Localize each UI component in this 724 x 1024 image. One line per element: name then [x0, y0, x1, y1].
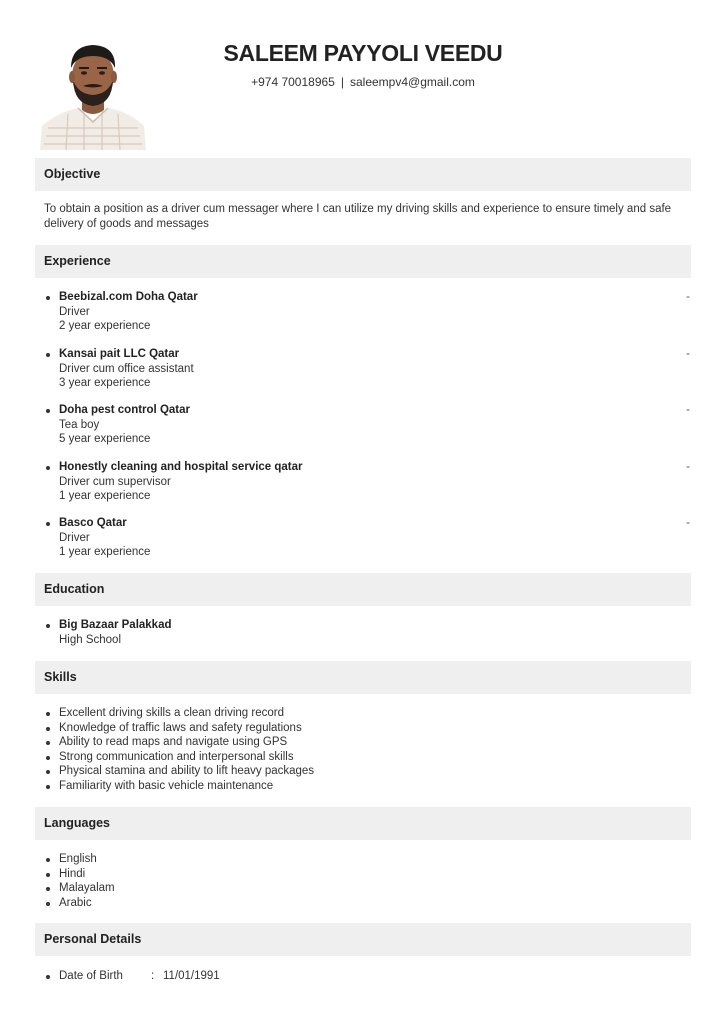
objective-text: To obtain a position as a driver cum messager where I can utilize my driving skills and experience to ensure timely and safe delivery of goods and messages: [44, 203, 672, 230]
language-item: English: [44, 852, 115, 867]
skill-item: Ability to read maps and navigate using GPS: [44, 735, 314, 750]
personal-detail-row: [44, 969, 220, 984]
experience-role: Driver: [59, 531, 90, 544]
phone-number[interactable]: +974 70018965: [251, 75, 335, 89]
section-heading-objective: Objective: [35, 158, 691, 191]
experience-role: Tea boy: [59, 418, 100, 431]
bullet-icon: [46, 296, 50, 300]
experience-duration: 3 year experience: [59, 377, 151, 389]
language-item: Arabic: [44, 896, 115, 911]
experience-item: [44, 460, 694, 504]
experience-role: Driver cum office assistant: [59, 362, 194, 375]
experience-role: Driver cum supervisor: [59, 475, 171, 488]
email-address[interactable]: saleempv4@gmail.com: [349, 75, 475, 89]
education-item: [44, 618, 694, 647]
languages-list: [44, 852, 115, 910]
contact-line: [200, 75, 526, 89]
bullet-icon: [46, 466, 50, 470]
profile-photo-image: [38, 38, 148, 150]
bullet-icon: [46, 522, 50, 526]
skill-item: Physical stamina and ability to lift heavy packages: [44, 764, 314, 779]
experience-item: [44, 290, 694, 334]
experience-item: [44, 516, 694, 560]
skill-item: Excellent driving skills a clean driving record: [44, 706, 314, 721]
skill-item: Knowledge of traffic laws and safety regulations: [44, 721, 314, 736]
experience-dash: -: [686, 517, 690, 529]
skill-item: Strong communication and interpersonal skills: [44, 750, 314, 765]
section-heading-skills: Skills: [35, 661, 691, 694]
education-level: High School: [59, 633, 122, 646]
experience-company: Basco Qatar: [59, 517, 127, 529]
detail-label: Date of Birth: [59, 970, 123, 982]
section-heading-languages: Languages: [35, 807, 691, 840]
experience-company: Honestly cleaning and hospital service qatar: [59, 461, 303, 473]
experience-dash: -: [686, 291, 690, 303]
language-item: Hindi: [44, 867, 115, 882]
bullet-icon: [46, 353, 50, 357]
experience-item: [44, 403, 694, 447]
experience-dash: -: [686, 404, 690, 416]
skill-item: Familiarity with basic vehicle maintenance: [44, 779, 314, 794]
detail-value: 11/01/1991: [163, 970, 220, 982]
experience-dash: -: [686, 461, 690, 473]
experience-duration: 5 year experience: [59, 433, 151, 445]
skills-list: [44, 706, 314, 793]
personal-details-list: [44, 969, 220, 984]
detail-colon: :: [151, 970, 155, 982]
candidate-name: SALEEM PAYYOLI VEEDU: [223, 40, 503, 66]
experience-dash: -: [686, 348, 690, 360]
experience-company: Doha pest control Qatar: [59, 404, 190, 416]
contact-separator: |: [340, 75, 344, 89]
experience-company: Beebizal.com Doha Qatar: [59, 291, 198, 303]
experience-duration: 1 year experience: [59, 546, 151, 558]
section-heading-experience: Experience: [35, 245, 691, 278]
experience-duration: 2 year experience: [59, 320, 151, 332]
experience-duration: 1 year experience: [59, 490, 151, 502]
experience-role: Driver: [59, 305, 90, 318]
experience-item: [44, 347, 694, 391]
section-heading-education: Education: [35, 573, 691, 606]
profile-photo: [38, 38, 148, 150]
bullet-icon: [46, 624, 50, 628]
language-item: Malayalam: [44, 881, 115, 896]
experience-company: Kansai pait LLC Qatar: [59, 348, 180, 360]
education-school: Big Bazaar Palakkad: [59, 619, 172, 631]
section-heading-personal-details: Personal Details: [35, 923, 691, 956]
bullet-icon: [46, 409, 50, 413]
